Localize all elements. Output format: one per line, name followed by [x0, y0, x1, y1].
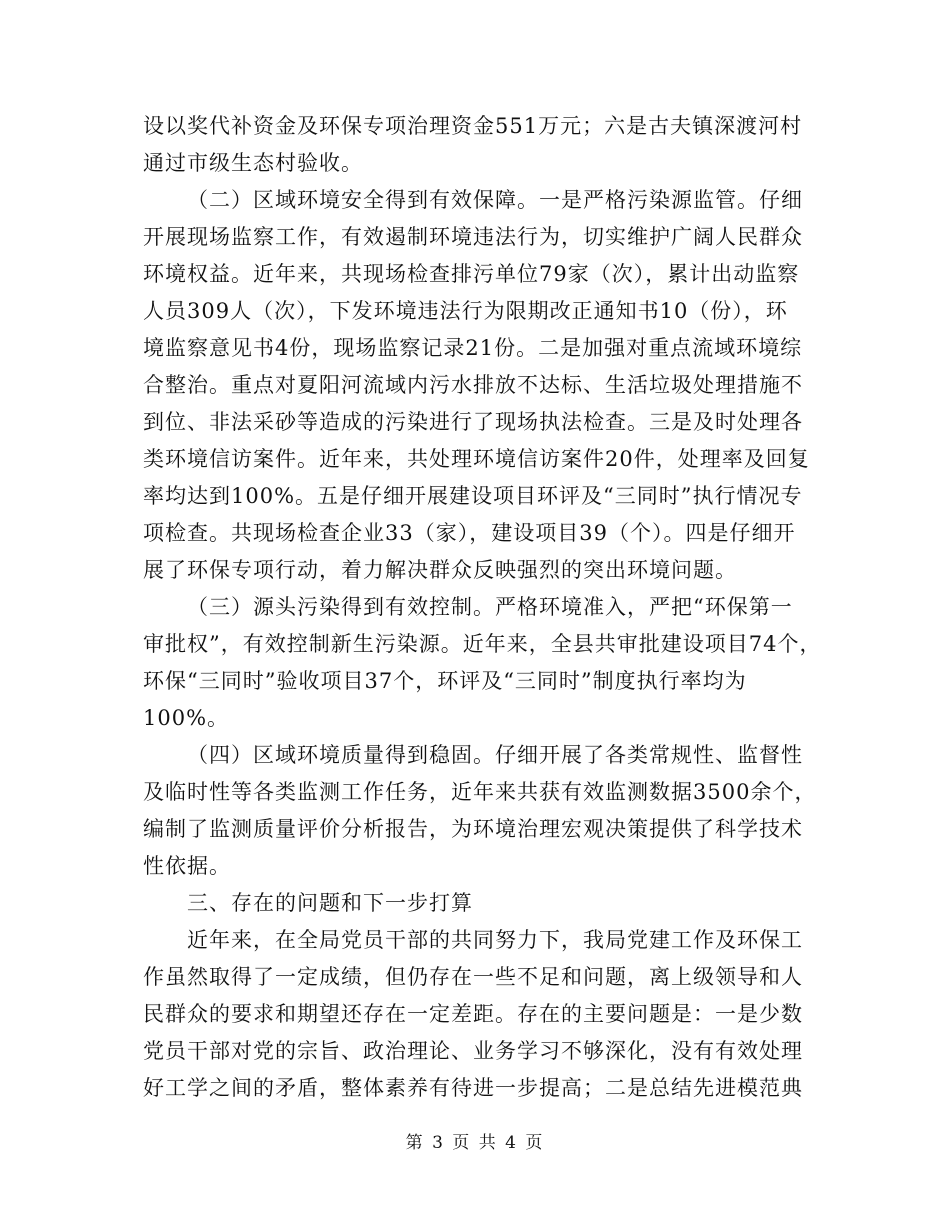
chapter-heading: 三、存在的问题和下一步打算: [187, 891, 473, 915]
body-line: 类环境信访案件。近年来，共处理环境信访案件20件，处理率及回复: [143, 447, 810, 471]
body-line: 到位、非法采砂等造成的污染进行了现场执法检查。三是及时处理各: [143, 410, 803, 434]
body-line: 好工学之间的矛盾，整体素养有待进一步提高；二是总结先进模范典: [143, 1076, 803, 1100]
body-line: 性依据。: [143, 854, 231, 878]
body-line: 率均达到100%。五是仔细开展建设项目环评及“三同时”执行情况专: [143, 484, 803, 508]
section-heading-3: （三）源头污染得到有效控制。严格环境准入，严把“环保第一: [187, 595, 793, 619]
body-line: 100%。: [143, 706, 230, 730]
section-heading-2: （二）区域环境安全得到有效保障。一是严格污染源监管。仔细: [187, 188, 803, 212]
body-line: 党员干部对党的宗旨、政治理论、业务学习不够深化，没有有效处理: [143, 1039, 803, 1063]
body-line: 展了环保专项行动，着力解决群众反映强烈的突出环境问题。: [143, 558, 737, 582]
body-line: 项检查。共现场检查企业33（家），建设项目39（个）。四是仔细开: [143, 521, 796, 545]
body-line: 近年来，在全局党员干部的共同努力下，我局党建工作及环保工: [187, 928, 803, 952]
body-line: 作虽然取得了一定成绩，但仍存在一些不足和问题，离上级领导和人: [143, 965, 803, 989]
body-line: 环保“三同时”验收项目37个，环评及“三同时”制度执行率均为: [143, 669, 747, 693]
section-heading-4: （四）区域环境质量得到稳固。仔细开展了各类常规性、监督性: [187, 743, 803, 767]
body-line: 合整治。重点对夏阳河流域内污水排放不达标、生活垃圾处理措施不: [143, 373, 803, 397]
body-line: 人员309人（次），下发环境违法行为限期改正通知书10（份），环: [143, 299, 788, 323]
body-line: 及临时性等各类监测工作任务，近年来共获有效监测数据3500余个，: [143, 780, 817, 804]
body-line: 环境权益。近年来，共现场检查排污单位79家（次），累计出动监察: [143, 262, 800, 286]
page-number-footer: 第 3 页 共 4 页: [405, 1133, 545, 1153]
body-line: 设以奖代补资金及环保专项治理资金551万元；六是古夫镇深渡河村: [143, 114, 803, 138]
body-line: 通过市级生态村验收。: [143, 151, 363, 175]
body-line: 编制了监测质量评价分析报告，为环境治理宏观决策提供了科学技术: [143, 817, 803, 841]
body-line: 民群众的要求和期望还存在一定差距。存在的主要问题是：一是少数: [143, 1002, 803, 1026]
body-line: 境监察意见书4份，现场监察记录21份。二是加强对重点流域环境综: [143, 336, 803, 360]
body-line: 审批权”，有效控制新生污染源。近年来，全县共审批建设项目74个，: [143, 632, 822, 656]
body-line: 开展现场监察工作，有效遏制环境违法行为，切实维护广阔人民群众: [143, 225, 803, 249]
